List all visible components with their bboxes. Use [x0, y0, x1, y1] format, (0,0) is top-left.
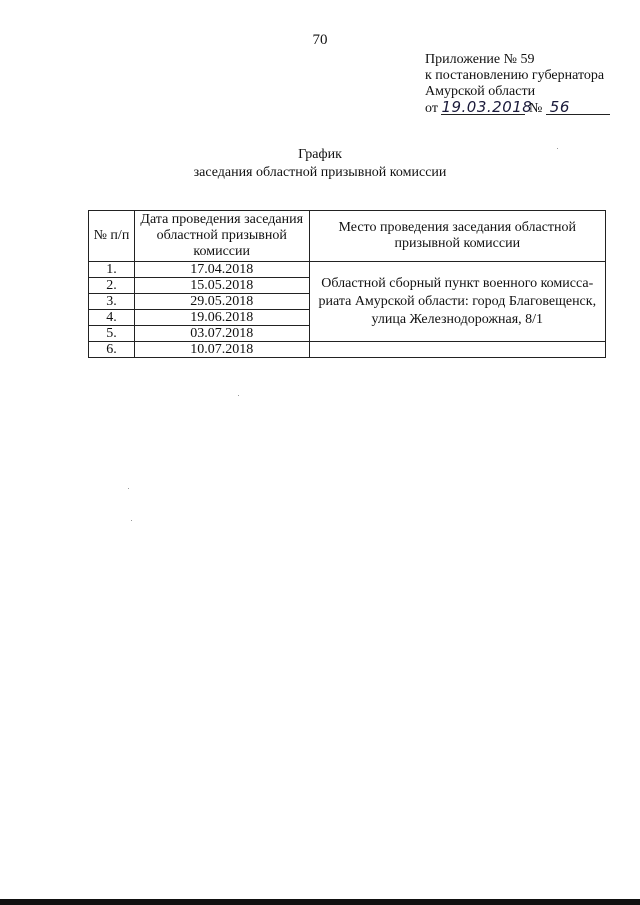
- meeting-place: Областной сборный пункт военного комисса-риата Амурской области: город Благовещенск, улица Железнодорожная, 8/1: [309, 262, 605, 342]
- title-sub: заседания областной призывной комиссии: [193, 165, 447, 180]
- row-num: 4.: [89, 310, 135, 326]
- handwritten-date: 19.03.2018: [441, 98, 533, 116]
- header-date: Дата проведения заседания областной призывной комиссии: [134, 211, 309, 262]
- schedule-table: [88, 210, 606, 358]
- row-date: 15.05.2018: [134, 278, 309, 294]
- row-date: 29.05.2018: [134, 294, 309, 310]
- row-date: 19.06.2018: [134, 310, 309, 326]
- scan-speck: [557, 148, 558, 149]
- page-number: 70: [312, 32, 328, 48]
- number-label: №: [528, 101, 543, 116]
- row-date: 03.07.2018: [134, 326, 309, 342]
- title-main: График: [298, 147, 342, 162]
- empty-place-cell: [309, 342, 605, 358]
- appendix-title: Приложение № 59: [425, 52, 535, 67]
- row-date: 17.04.2018: [134, 262, 309, 278]
- row-num: 1.: [89, 262, 135, 278]
- from-label: от: [425, 101, 438, 116]
- document-title: [0, 146, 640, 182]
- scan-bottom-edge: [0, 899, 640, 905]
- table-row: [89, 342, 606, 358]
- row-date: 10.07.2018: [134, 342, 309, 358]
- scan-speck: [238, 395, 239, 396]
- row-num: 6.: [89, 342, 135, 358]
- table-row: [89, 262, 606, 278]
- header-num: № п/п: [89, 211, 135, 262]
- appendix-block: [425, 52, 625, 118]
- scan-speck: [128, 488, 129, 489]
- row-num: 2.: [89, 278, 135, 294]
- appendix-region: Амурской области: [425, 84, 536, 99]
- handwritten-number: 56: [546, 100, 610, 115]
- row-num: 5.: [89, 326, 135, 342]
- scan-speck: [131, 520, 132, 521]
- table-header-row: [89, 211, 606, 262]
- appendix-signature-row: [425, 100, 625, 118]
- appendix-decree: к постановлению губернатора: [425, 68, 605, 83]
- row-num: 3.: [89, 294, 135, 310]
- header-place: Место проведения заседания областной призывной комиссии: [309, 211, 605, 262]
